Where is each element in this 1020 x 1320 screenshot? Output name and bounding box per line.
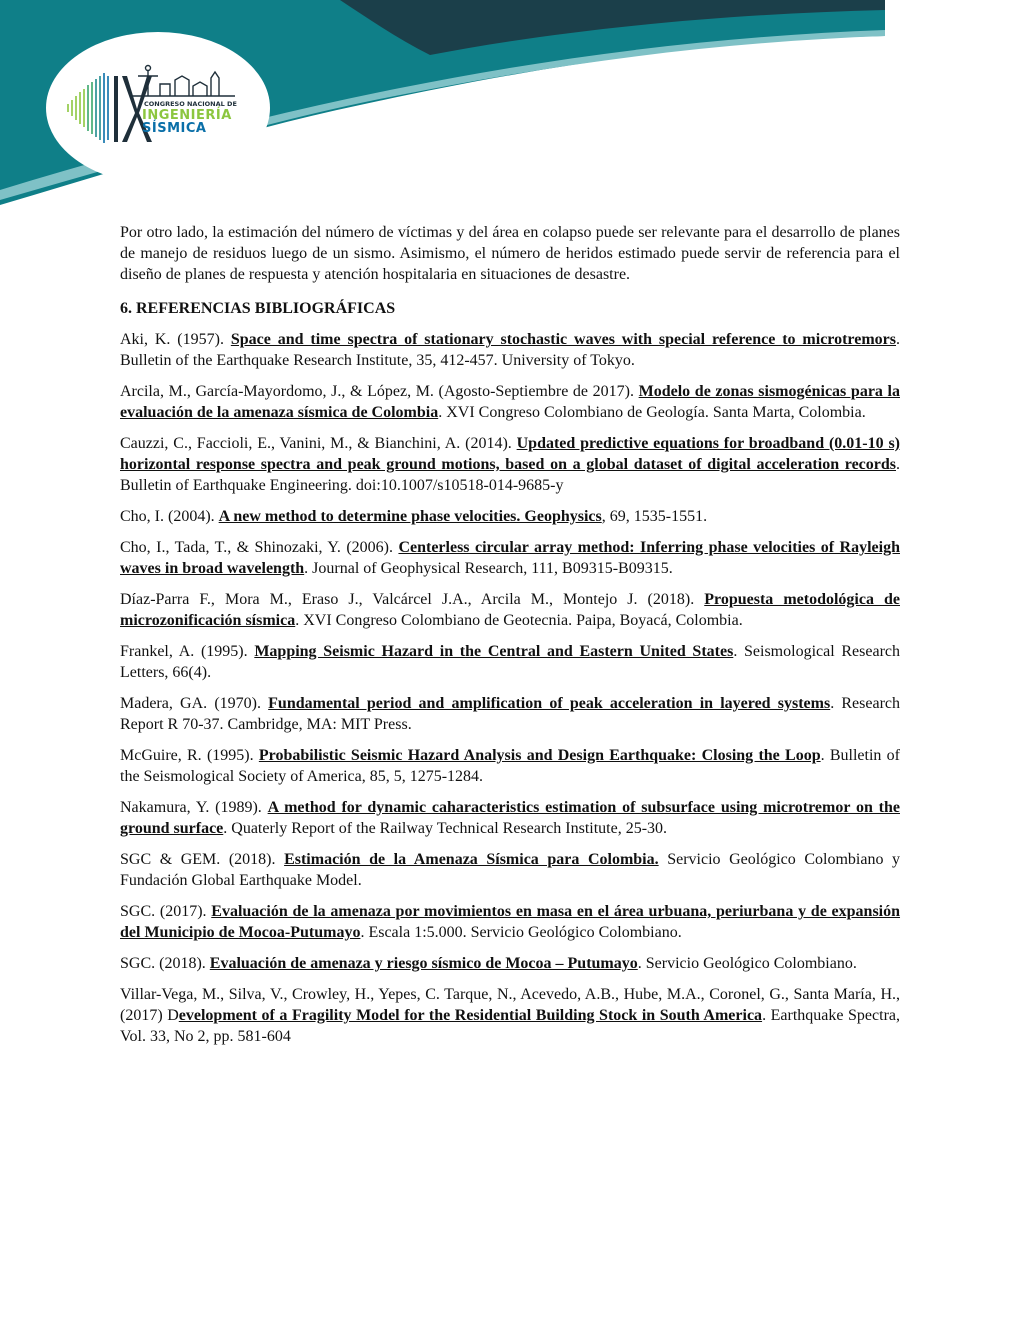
reference-item: [120, 797, 900, 839]
reference-source: Servicio Geológico Colombiano y Fundación Global Earthquake Model.: [120, 851, 901, 889]
reference-authors: Frankel, A. (1995).: [120, 643, 255, 660]
reference-item: [120, 433, 900, 496]
reference-title-link[interactable]: Space and time spectra of stationary stochastic waves with special reference to microtremors: [230, 331, 897, 348]
reference-item: [120, 901, 900, 943]
reference-title-link[interactable]: A new method to determine phase velocities. Geophysics: [218, 508, 602, 525]
reference-item: [120, 381, 900, 423]
reference-title-link[interactable]: Updated predictive equations for broadband (0.01-10 s) horizontal response spectra and peak ground motions, based on a global dataset of digital acceleration records: [120, 435, 900, 473]
reference-authors: SGC & GEM. (2018).: [120, 851, 285, 868]
reference-source: . Quaterly Report of the Railway Technical Research Institute, 25-30.: [223, 820, 668, 837]
reference-title-link[interactable]: Propuesta metodológica de microzonificación sísmica: [120, 591, 900, 629]
reference-item: [120, 849, 900, 891]
logo-line3: SÍSMICA: [142, 121, 207, 136]
reference-source: . Bulletin of the Seismological Society of America, 85, 5, 1275-1284.: [120, 747, 901, 785]
reference-source: . Earthquake Spectra, Vol. 33, No 2, pp. 581-604: [120, 1007, 901, 1045]
reference-title-link[interactable]: Modelo de zonas sismogénicas para la evaluación de la amenaza sísmica de Colombia: [120, 383, 900, 421]
reference-item: [120, 589, 900, 631]
reference-title-link[interactable]: evelopment of a Fragility Model for the Residential Building Stock in South America: [178, 1007, 763, 1024]
reference-title-link[interactable]: Evaluación de amenaza y riesgo sísmico de Mocoa – Putumayo: [209, 955, 638, 972]
reference-authors: Cho, I. (2004).: [120, 508, 219, 525]
logo-line2: INGENIERÍA: [142, 108, 232, 123]
reference-item: [120, 537, 900, 579]
reference-item: [120, 506, 900, 527]
reference-source: . XVI Congreso Colombiano de Geología. Santa Marta, Colombia.: [438, 404, 866, 421]
reference-authors: Nakamura, Y. (1989).: [120, 799, 268, 816]
reference-title-link[interactable]: Evaluación de la amenaza por movimientos en masa en el área urbuana, periurbana y de expansión del Municipio de Mocoa-Putumayo: [120, 903, 901, 941]
reference-authors: Aki, K. (1957).: [120, 331, 231, 348]
reference-title-link[interactable]: Probabilistic Seismic Hazard Analysis and Design Earthquake: Closing the Loop: [258, 747, 821, 764]
reference-authors: Cauzzi, C., Faccioli, E., Vanini, M., & Bianchini, A. (2014).: [120, 435, 517, 452]
reference-item: [120, 984, 900, 1047]
reference-authors: Arcila, M., García-Mayordomo, J., & López, M. (Agosto-Septiembre de 2017).: [120, 383, 639, 400]
reference-authors: McGuire, R. (1995).: [120, 747, 259, 764]
page-content: [120, 222, 900, 1057]
reference-title-link[interactable]: A method for dynamic caharacteristics estimation of subsurface using microtremor on the ground surface: [120, 799, 900, 837]
reference-item: [120, 641, 900, 683]
reference-source: . Seismological Research Letters, 66(4).: [120, 643, 901, 681]
reference-authors: Villar-Vega, M., Silva, V., Crowley, H., Yepes, C. Tarque, N., Acevedo, A.B., Hube, M.A., Coronel, G., Santa María, H., (2017) D: [120, 986, 900, 1024]
reference-list: [120, 329, 900, 1047]
reference-source: . Servicio Geológico Colombiano.: [637, 955, 857, 972]
reference-source: . Bulletin of the Earthquake Research Institute, 35, 412-457. University of Tokyo.: [120, 331, 901, 369]
header-banner: [0, 0, 1020, 215]
reference-authors: SGC. (2017).: [120, 903, 212, 920]
reference-source: . XVI Congreso Colombiano de Geotecnia. Paipa, Boyacá, Colombia.: [295, 612, 743, 629]
reference-title-link[interactable]: Fundamental period and amplification of peak acceleration in layered systems: [268, 695, 831, 712]
reference-authors: SGC. (2018).: [120, 955, 210, 972]
reference-title-link[interactable]: Centerless circular array method: Inferring phase velocities of Rayleigh waves in broad wavelength: [120, 539, 900, 577]
intro-paragraph: Por otro lado, la estimación del número de víctimas y del área en colapso puede ser relevante para el desarrollo de planes de manejo de residuos luego de un sismo. Asimismo, el número de heridos estimado puede servir de referencia para el diseño de planes de respuesta y atención hospitalaria en situaciones de desastre.: [120, 224, 900, 283]
reference-source: . Bulletin of Earthquake Engineering. doi:10.1007/s10518-014-9685-y: [120, 456, 900, 494]
reference-source: . Escala 1:5.000. Servicio Geológico Colombiano.: [360, 924, 682, 941]
reference-source: , 69, 1535-1551.: [601, 508, 708, 525]
reference-item: [120, 745, 900, 787]
reference-item: [120, 693, 900, 735]
reference-source: . Journal of Geophysical Research, 111, B09315-B09315.: [304, 560, 673, 577]
logo-line1: CONGRESO NACIONAL DE: [144, 100, 237, 108]
reference-item: [120, 329, 900, 371]
reference-authors: Díaz-Parra F., Mora M., Eraso J., Valcárcel J.A., Arcila M., Montejo J. (2018).: [120, 591, 705, 608]
reference-authors: Madera, GA. (1970).: [120, 695, 269, 712]
reference-source: . Research Report R 70-37. Cambridge, MA: MIT Press.: [120, 695, 901, 733]
reference-authors: Cho, I., Tada, T., & Shinozaki, Y. (2006).: [120, 539, 399, 556]
reference-item: [120, 953, 900, 974]
reference-title-link[interactable]: Estimación de la Amenaza Sísmica para Colombia.: [284, 851, 659, 868]
reference-title-link[interactable]: Mapping Seismic Hazard in the Central and Eastern United States: [254, 643, 734, 660]
section-heading: 6. REFERENCIAS BIBLIOGRÁFICAS: [120, 300, 396, 317]
